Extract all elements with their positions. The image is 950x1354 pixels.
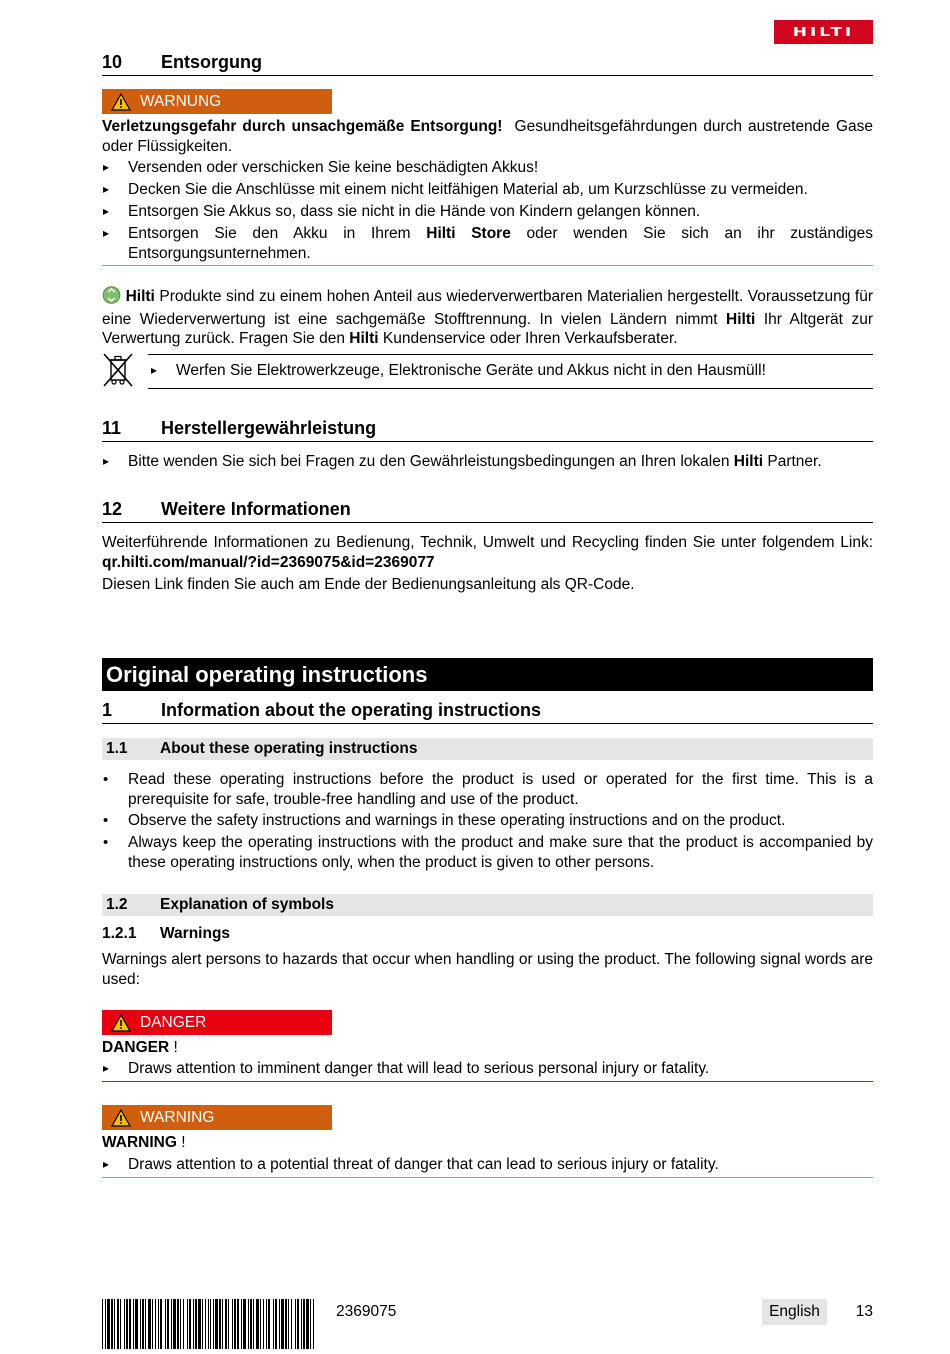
warning-divider xyxy=(102,265,873,266)
list-item: ▸ Entsorgen Sie Akkus so, dass sie nicht in die Hände von Kindern gelangen können. xyxy=(102,202,873,222)
qr-note: Diesen Link finden Sie auch am Ende der Bedienungsanleitung als QR-Code. xyxy=(102,576,635,593)
document-number: 2369075 xyxy=(336,1303,397,1320)
heading-section-1-2-1: 1.2.1 Warnings xyxy=(102,925,231,942)
recycle-icon xyxy=(102,286,121,310)
page-number: 13 xyxy=(855,1303,873,1320)
danger-divider xyxy=(102,1081,873,1082)
heading-section-11 xyxy=(102,418,873,442)
list-item: ▸ Decken Sie die Anschlüsse mit einem nicht leitfähigen Material ab, um Kurzschlüsse zu vermeiden. xyxy=(102,180,873,200)
barcode-image xyxy=(102,1299,316,1354)
warning-signal-label-en: WARNING xyxy=(102,1105,332,1130)
section-number: 11 xyxy=(102,418,122,438)
list-item: • Read these operating instructions before the product is used or operated for the first time. This is a prerequisite for safe, trouble-free handling and use of the product. xyxy=(102,770,873,809)
warning-statement xyxy=(102,117,873,156)
recycling-paragraph: Hilti Produkte sind zu einem hohen Anteil aus wiederverwertbaren Materialien hergestellt. Voraussetzung für eine Wiederverwertung ist eine sachgemäße Stofftrennung. In vielen Ländern nimmt Hilti Ihr Altgerät zur Verwertung zurück. Fragen Sie den Hilti Kundenservice oder Ihren Verkaufsberater. xyxy=(102,288,874,347)
heading-section-1-1: 1.1 About these operating instructions xyxy=(102,738,873,760)
heading-section-1-2: 1.2 Explanation of symbols xyxy=(102,894,873,916)
section-number: 10 xyxy=(102,52,123,72)
list-item: ▸ Werfen Sie Elektrowerkzeuge, Elektronische Geräte und Akkus nicht in den Hausmüll! xyxy=(150,361,873,381)
section-title: Herstellergewährleistung xyxy=(161,418,377,438)
warning-statement-bold: Verletzungsgefahr durch unsachgemäße Entsorgung! xyxy=(102,118,503,135)
danger-triangle-icon xyxy=(102,1010,140,1035)
further-info-paragraph: Weiterführende Informationen zu Bedienung, Technik, Umwelt und Recycling finden Sie unter folgendem Link: qr.hilti.com/manual/?id=2369075&id=2369077 xyxy=(102,534,873,571)
list-item: ▸ Draws attention to imminent danger that will lead to serious personal injury or fatality. xyxy=(102,1059,873,1079)
hilti-logo: HILTI xyxy=(774,20,873,44)
section-title: Information about the operating instructions xyxy=(161,700,541,720)
list-item: ▸ Versenden oder verschicken Sie keine beschädigten Akkus! xyxy=(102,158,873,178)
warning-statement-text: Gesundheitsgefährdungen durch austretende Gase oder Flüssigkeiten. xyxy=(102,118,873,155)
warning-divider xyxy=(102,1177,873,1178)
crossed-bin-icon xyxy=(102,352,134,393)
heading-section-12 xyxy=(102,499,873,523)
list-item: • Always keep the operating instructions with the product and make sure that the product is accompanied by these operating instructions only, when the product is given to other persons. xyxy=(102,833,873,872)
warning-signal-label xyxy=(102,89,332,114)
warning-statement-en: WARNING ! xyxy=(102,1134,186,1151)
manual-link[interactable]: qr.hilti.com/manual/?id=2369075&id=2369077 xyxy=(102,553,435,571)
section-number: 12 xyxy=(102,499,123,519)
list-item: ▸ Entsorgen Sie den Akku in Ihrem Hilti Store oder wenden Sie sich an ihr zuständiges Entsorgungsunternehmen. xyxy=(102,224,873,263)
section-number: 1 xyxy=(102,700,113,720)
divider xyxy=(148,388,873,389)
section-title: Weitere Informationen xyxy=(161,499,351,519)
list-item: • Observe the safety instructions and warnings in these operating instructions and on the product. xyxy=(102,811,873,831)
danger-signal-label: DANGER xyxy=(102,1010,332,1035)
warning-triangle-icon xyxy=(102,89,140,114)
list-item: ▸ Bitte wenden Sie sich bei Fragen zu den Gewährleistungsbedingungen an Ihren lokalen Hilti Partner. xyxy=(102,452,873,472)
language-section-title: Original operating instructions xyxy=(102,658,873,691)
signal-word: WARNUNG xyxy=(140,92,222,110)
heading-section-10 xyxy=(102,52,873,76)
danger-statement: DANGER ! xyxy=(102,1039,178,1056)
warnings-intro: Warnings alert persons to hazards that occur when handling or using the product. The following signal words are used: xyxy=(102,951,873,988)
divider xyxy=(148,354,873,355)
language-tab: English xyxy=(762,1299,827,1325)
heading-section-1 xyxy=(102,700,873,724)
list-item: ▸ Draws attention to a potential threat of danger that can lead to serious injury or fatality. xyxy=(102,1155,873,1175)
section-title: Entsorgung xyxy=(161,52,262,72)
warning-triangle-icon xyxy=(102,1105,140,1130)
